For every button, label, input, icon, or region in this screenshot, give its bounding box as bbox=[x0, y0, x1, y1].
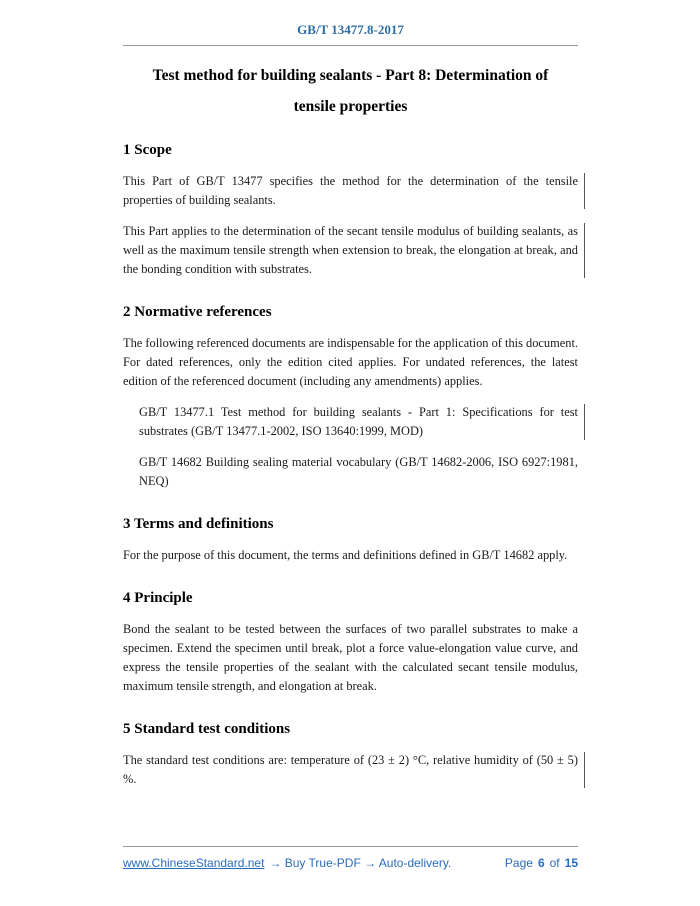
paragraph: This Part applies to the determination of the secant tensile modulus of building sealants, as well as the maximum tensile strength when extension to break, the elongation at break, and the bonding condition with substrates. bbox=[123, 222, 578, 279]
section-heading-normative-references: 2 Normative references bbox=[123, 304, 272, 320]
paragraph: Bond the sealant to be tested between the surfaces of two parallel substrates to make a specimen. Extend the specimen until break, plot a force value-elongation value curve, and express the tensile properties of the sealant with the calculated secant tensile modulus, maximum tensile strength, and elongation at break. bbox=[123, 622, 578, 693]
page-label: Page bbox=[504, 856, 533, 870]
section-heading-terms-and-definitions: 3 Terms and definitions bbox=[123, 516, 274, 532]
header-rule bbox=[123, 45, 578, 46]
site-link[interactable]: www.ChineseStandard.net bbox=[123, 856, 265, 870]
page-indicator bbox=[500, 856, 578, 870]
paragraph: For the purpose of this document, the terms and definitions defined in GB/T 14682 apply. bbox=[123, 548, 568, 562]
of-label: of bbox=[549, 856, 560, 870]
section-heading-principle: 4 Principle bbox=[123, 590, 193, 606]
page-total: 15 bbox=[564, 856, 578, 870]
section-principle bbox=[123, 589, 578, 696]
paragraph: The standard test conditions are: temperature of (23 ± 2) °C, relative humidity of (50 ± 5) %. bbox=[123, 751, 578, 789]
section-terms-and-definitions bbox=[123, 515, 578, 565]
paragraph: This Part of GB/T 13477 specifies the method for the determination of the tensile properties of building sealants. bbox=[123, 172, 578, 210]
section-heading-scope: 1 Scope bbox=[123, 142, 172, 158]
header-doc-number: GB/T 13477.8-2017 bbox=[297, 22, 404, 37]
page-footer bbox=[123, 846, 578, 870]
document-title bbox=[123, 66, 578, 117]
footer-left bbox=[123, 856, 451, 870]
document-title-line-2: tensile properties bbox=[293, 98, 408, 115]
document-title-line-1: Test method for building sealants - Part 8: Determination of bbox=[152, 67, 549, 84]
section-scope bbox=[123, 141, 578, 279]
page-current: 6 bbox=[537, 856, 545, 870]
reference-item: GB/T 13477.1 Test method for building sealants - Part 1: Specifications for test substrates (GB/T 13477.1-2002, ISO 13640:1999, MOD) bbox=[139, 403, 578, 441]
section-standard-test-conditions bbox=[123, 720, 578, 789]
section-heading-standard-test-conditions: 5 Standard test conditions bbox=[123, 721, 291, 737]
footer-tagline: → Buy True-PDF → Auto-delivery. bbox=[269, 856, 452, 870]
paragraph: The following referenced documents are indispensable for the application of this document. For dated references, only the edition cited applies. For undated references, the latest edition of the referenced document (including any amendments) applies. bbox=[123, 336, 578, 388]
section-normative-references bbox=[123, 303, 578, 491]
reference-item: GB/T 14682 Building sealing material vocabulary (GB/T 14682-2006, ISO 6927:1981, NEQ) bbox=[139, 455, 578, 488]
